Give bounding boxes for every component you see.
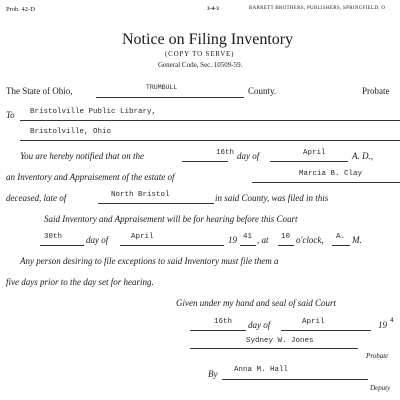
state-label: The State of Ohio, — [6, 86, 73, 96]
county-label: County. — [248, 86, 277, 96]
notice-line-4: Said Inventory and Appraisement will be for hearing before this Court — [44, 214, 298, 224]
by-label: By — [208, 369, 218, 379]
form-number: Prob. 42-D — [6, 6, 35, 13]
day2-underline — [40, 245, 84, 246]
month1-underline — [270, 161, 348, 162]
deputy-underline — [222, 379, 368, 380]
month2-underline — [120, 245, 224, 246]
to-label: To — [6, 110, 15, 120]
at-label: , at — [257, 235, 269, 245]
day-of-label-2: day of — [86, 235, 109, 245]
m-label: M. — [352, 235, 362, 245]
to-underline-1 — [20, 120, 400, 121]
notice-line-2: an Inventory and Appraisement of the estate of — [6, 172, 175, 182]
county-underline — [96, 97, 244, 98]
document-subtitle: (COPY TO SERVE) — [165, 50, 235, 58]
notice-line-1: You are hereby notified that on the — [20, 151, 144, 161]
oclock-label: o'clock, — [296, 235, 324, 245]
to-recipient-line-2: Bristolville, Ohio — [30, 128, 112, 136]
notice-line-5: Any person desiring to file exceptions to said Inventory must file them a — [20, 256, 279, 266]
day-of-label-3: day of — [248, 320, 271, 330]
notice-line-6: five days prior to the day set for hearing. — [6, 277, 154, 287]
form-code: 3-4-3 — [207, 6, 219, 12]
day3-underline — [190, 330, 246, 331]
day3-value: 16th — [214, 318, 233, 326]
to-recipient-line-1: Bristolville Public Library, — [30, 108, 157, 116]
day-of-label-1: day of — [237, 151, 260, 161]
publisher-line: BARRETT BROTHERS, PUBLISHERS, SPRINGFIELD, O — [249, 6, 386, 11]
hour-underline — [278, 245, 294, 246]
judge-underline — [190, 348, 358, 349]
year3-prefix: 19 — [378, 320, 387, 330]
deputy-name: Anna M. Hall — [234, 366, 289, 374]
month2-value: April — [131, 233, 154, 241]
to-underline-2 — [20, 140, 400, 141]
ad-label: A. D., — [352, 151, 373, 161]
notice-line-3a: deceased, late of — [6, 193, 67, 203]
ampm-value: A. — [336, 233, 346, 241]
county-value: TRUMBULL — [146, 84, 178, 91]
hour-value: 10 — [281, 233, 291, 241]
decedent-name: Marcia B. Clay — [299, 170, 363, 178]
probate-judge-label: Probate — [366, 352, 389, 360]
year2-prefix: 19 — [228, 235, 237, 245]
general-code-reference: General Code, Sec. 10509-59. — [158, 61, 243, 69]
deputy-label: Deputy — [370, 384, 391, 392]
month3-value: April — [302, 318, 325, 326]
notice-line-3b: in said County, was filed in this — [215, 193, 329, 203]
day1-value: 16th — [216, 149, 235, 157]
day1-underline — [182, 161, 228, 162]
decedent-underline — [252, 182, 400, 183]
given-under-hand: Given under my hand and seal of said Court — [176, 298, 336, 308]
ampm-underline — [332, 245, 350, 246]
year2-underline — [240, 245, 256, 246]
month1-value: April — [303, 149, 326, 157]
place-underline — [98, 203, 214, 204]
month3-underline — [281, 330, 371, 331]
probate-header: Probate — [362, 86, 390, 96]
document-title: Notice on Filing Inventory — [122, 31, 294, 48]
year2-value: 41 — [243, 233, 253, 241]
judge-name: Sydney W. Jones — [246, 337, 314, 345]
year3-suffix: 4 — [390, 317, 394, 324]
day2-value: 30th — [44, 233, 63, 241]
place-value: North Bristol — [111, 191, 170, 199]
